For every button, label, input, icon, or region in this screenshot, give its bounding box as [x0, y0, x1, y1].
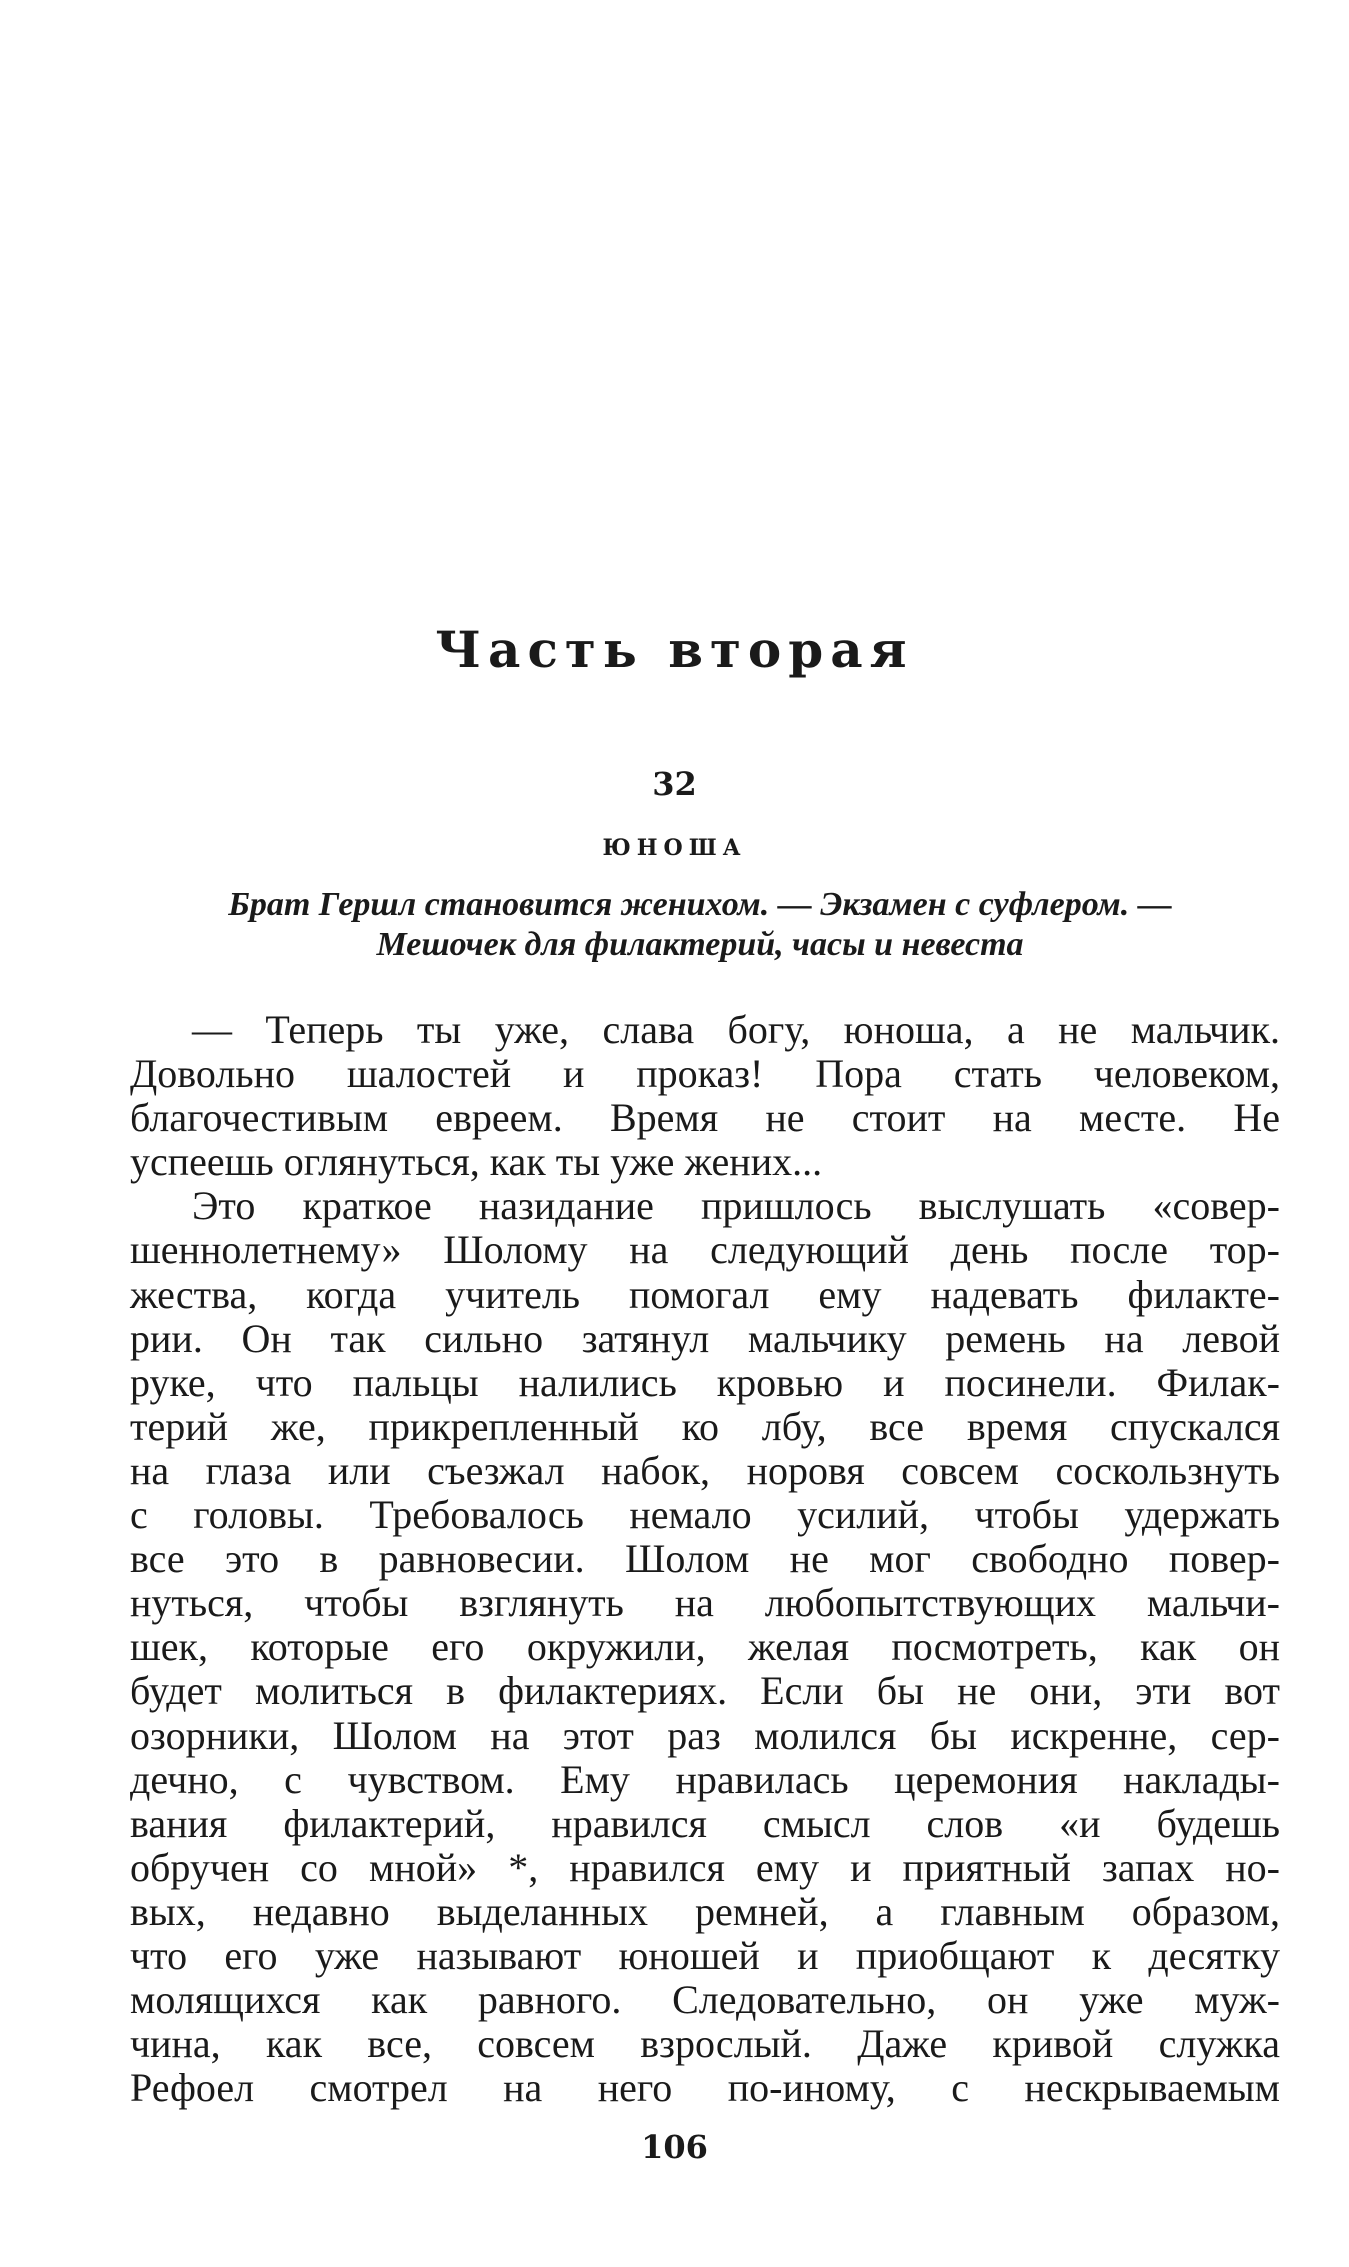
text-line: вания филактерий, нравился смысл слов «и будешь — [130, 1800, 1280, 1846]
text-line: шек, которые его окружили, желая посмотреть, как он — [130, 1624, 1280, 1670]
part-title: Часть вторая — [435, 620, 914, 679]
text-line: вых, недавно выделанных ремней, а главным образом, — [130, 1888, 1280, 1934]
page-number: 106 — [641, 2128, 708, 2166]
chapter-number: 32 — [652, 765, 697, 803]
text-line: на глаза или съезжал набок, норовя совсем соскользнуть — [130, 1447, 1280, 1493]
epigraph-line: Брат Гершл становится женихом. — Экзамен с суфлером. — — [228, 886, 1172, 923]
text-line: жества, когда учитель помогал ему надевать филакте- — [130, 1271, 1280, 1317]
chapter-title: ЮНОША — [602, 835, 747, 861]
text-line: успеешь оглянуться, как ты уже жених... — [130, 1139, 823, 1185]
text-line: молящихся как равного. Следовательно, он уже муж- — [130, 1977, 1280, 2023]
epigraph-line: Мешочек для филактерий, часы и невеста — [376, 926, 1024, 963]
text-line: Это краткое назидание пришлось выслушать «совер- — [192, 1183, 1280, 1229]
text-line: чина, как все, совсем взрослый. Даже кривой служка — [130, 2021, 1280, 2067]
text-line: обручен со мной» *, нравился ему и приятный запах но- — [130, 1844, 1280, 1890]
body-text — [130, 1008, 1280, 2110]
chapter-epigraph — [140, 885, 1260, 965]
text-line: будет молиться в филактериях. Если бы не они, эти вот — [130, 1668, 1280, 1714]
text-line: нуться, чтобы взглянуть на любопытствующих мальчи- — [130, 1580, 1280, 1626]
text-line: руке, что пальцы налились кровью и посинели. Филак- — [130, 1359, 1280, 1405]
text-line: Рефоел смотрел на него по-иному, с нескрываемым — [130, 2065, 1280, 2111]
text-line: озорники, Шолом на этот раз молился бы искренне, сер- — [130, 1712, 1280, 1758]
text-line: — Теперь ты уже, слава богу, юноша, а не мальчик. — [192, 1007, 1280, 1052]
text-line: все это в равновесии. Шолом не мог свободно повер- — [130, 1536, 1280, 1582]
text-line: Довольно шалостей и проказ! Пора стать человеком, — [130, 1051, 1280, 1097]
text-line: что его уже называют юношей и приобщают к десятку — [130, 1932, 1280, 1978]
text-line: благочестивым евреем. Время не стоит на месте. Не — [130, 1095, 1280, 1141]
text-line: шеннолетнему» Шолому на следующий день после тор- — [130, 1227, 1280, 1273]
text-line: рии. Он так сильно затянул мальчику ремень на левой — [130, 1315, 1280, 1361]
text-line: с головы. Требовалось немало усилий, чтобы удержать — [130, 1492, 1280, 1538]
text-line: дечно, с чувством. Ему нравилась церемония наклады- — [130, 1756, 1280, 1802]
text-line: терий же, прикрепленный ко лбу, все время спускался — [130, 1403, 1280, 1449]
